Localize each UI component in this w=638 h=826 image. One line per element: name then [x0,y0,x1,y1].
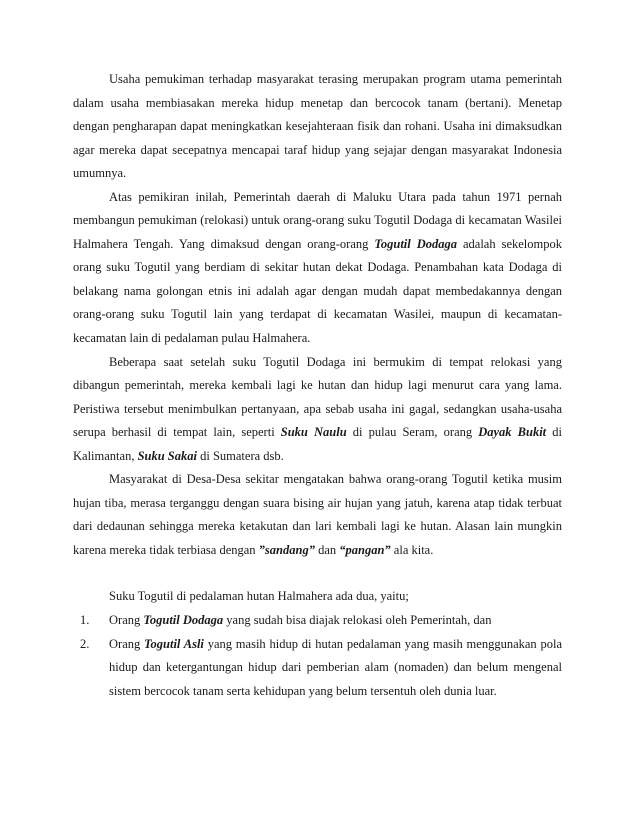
paragraph-reasons [73,468,562,562]
text-run: adalah sekelompok orang suku Togutil yang berdiam di sekitar hutan dekat Dodaga. Penambahan kata Dodaga di belakang nama golongan etnis ini adalah agar dengan mudah dapat membedakannya dengan orang-orang suku Togutil lain yang terdapat di kecamatan Wasilei, maupun di kecamatan-kecamatan lain di pedalaman pulau Halmahera. [73,236,562,346]
text-run: di Kalimantan, [73,425,562,463]
paragraph-failure [73,351,562,469]
text-run: Beberapa saat setelah suku Togutil Dodaga ini bermukim di tempat relokasi yang dibangun pemerintah, mereka kembali lagi ke hutan dan hidup lagi menurut cara yang lama. Peristiwa tersebut menimbulkan pertanyaan, apa sebab usaha ini gagal, sedangkan usaha-usaha serupa berhasil di tempat lain, seperti [73,354,562,440]
text-run: yang sudah bisa diajak relokasi oleh Pemerintah, dan [223,613,492,628]
paragraph-intro [73,68,562,186]
text-run: yang masih hidup di hutan pedalaman yang masih menggunakan pola hidup dan ketergantungan hidup dari pemberian alam (nomaden) dan belum mengenal sistem bercocok tanam serta kehidupan yang belum tersentuh oleh dunia luar. [109,636,562,698]
text-run: Masyarakat di Desa-Desa sekitar mengatakan bahwa orang-orang Togutil ketika musim hujan tiba, merasa terganggu dengan suara bising air hujan yang jatuh, karena atap tidak terbuat dari dedaunan sehingga mereka ketakutan dan lari kembali lagi ke hutan. Alasan lain mungkin karena mereka tidak terbiasa dengan [73,472,562,557]
text-run: di pulau Seram, orang [346,425,479,440]
list-item-number: 2. [80,636,90,651]
emphasized-term: Togutil Asli [144,636,204,651]
emphasized-term: Togutil Dodaga [143,613,224,628]
list-item-number: 1. [80,613,90,628]
text-run: Orang [109,613,144,628]
list-item [73,609,562,633]
text-run: Orang [109,636,145,651]
document-body [73,68,562,703]
paragraph-relocation [73,186,562,351]
emphasized-term: Suku Sakai [137,448,197,463]
emphasized-term: ”sandang” [258,542,315,557]
text-run: di Sumatera dsb. [196,448,284,463]
emphasized-term: Suku Naulu [280,425,347,440]
text-run: ala kita. [390,542,434,557]
text-run: dan [314,542,340,557]
togutil-groups-list [73,609,562,703]
emphasized-term: “pangan” [339,542,391,557]
paragraph-spacer [73,562,562,585]
list-item [73,633,562,704]
emphasized-term: Dayak Bukit [478,425,547,440]
emphasized-term: Togutil Dodaga [374,236,457,251]
text-run: Usaha pemukiman terhadap masyarakat terasing merupakan program utama pemerintah dalam usaha membiasakan mereka hidup menetap dan bercocok tanam (bertani). Menetap dengan pengharapan dapat meningkatkan kesejahteraan fisik dan rohani. Usaha ini dimaksudkan agar mereka dapat secepatnya mencapai taraf hidup yang sejajar dengan masyarakat Indonesia umumnya. [73,72,562,181]
list-intro: Suku Togutil di pedalaman hutan Halmahera ada dua, yaitu; [109,589,409,604]
text-run: Atas pemikiran inilah, Pemerintah daerah di Maluku Utara pada tahun 1971 pernah membangun pemukiman (relokasi) untuk orang-orang suku Togutil Dodaga di kecamatan Wasilei Halmahera Tengah. Yang dimaksud dengan orang-orang [73,189,562,251]
